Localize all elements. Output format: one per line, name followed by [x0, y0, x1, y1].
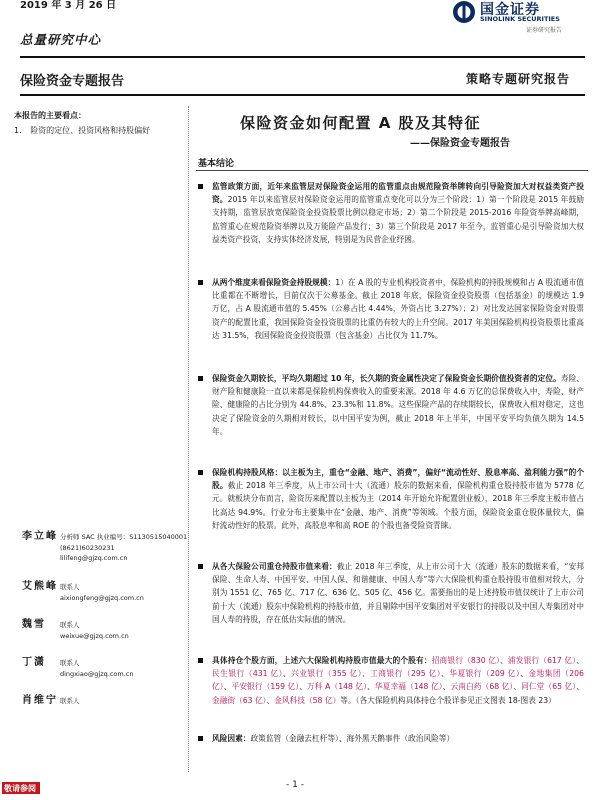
bullet-lead: 从各大保险公司重仓持股市值来看：	[212, 562, 337, 571]
stock-holding: 金融街（63 亿）	[212, 695, 267, 705]
page-number: - 1 -	[286, 780, 304, 790]
footer-badge-label: 敬请参阅	[4, 784, 36, 793]
analyst-name: 肖维宁	[22, 695, 58, 706]
stock-holding: 招商银行（830 亿）	[431, 656, 501, 665]
stock-holding: 云南白药（68 亿）	[450, 682, 514, 692]
conclusion-bullet	[198, 466, 584, 532]
analyst-name: 艾熊峰	[22, 581, 58, 592]
analyst-phone: (8621)60230231	[60, 544, 115, 552]
bullet-lead: 监管政策方面，近年来监管层对保险资金运用的监管重点由规范险资举牌转向引导险资加大对权益类资产投资。	[212, 182, 584, 205]
sinolink-logo-icon	[452, 0, 476, 24]
stock-holding: 兴业银行（355 亿）	[291, 669, 363, 679]
logo-name-en: SINOLINK SECURITIES	[480, 15, 560, 23]
report-type: 保险资金专题报告	[20, 74, 125, 89]
department-name: 总量研究中心	[20, 32, 102, 47]
analyst-card	[22, 620, 192, 650]
bullet-lead: 从两个维度来看保险资金持股规模：	[212, 278, 336, 287]
stock-holding: 民生银行（431 亿）	[212, 669, 283, 679]
article-subtitle: ——保险资金专题报告	[410, 138, 510, 149]
bullet-square-icon	[198, 658, 203, 663]
analyst-card	[22, 696, 192, 710]
conclusion-bullet	[198, 372, 584, 438]
header-divider-bottom	[20, 94, 585, 96]
bullet-square-icon	[198, 564, 203, 569]
logo-name-cn: 国金证券	[480, 2, 540, 18]
bullet-body: 截止 2018 年三季度，从上市公司十大（流通）股东的数据来看，“安邦保险、生命人寿、中国平安、中国人保、和谐健康、中国人寿”等六大保险机构重仓股持股市值相对较大，分别为 1551 亿、765 亿、717 亿、636 亿、505 亿、456 亿。需要指出的是上述持股市值仅统计了上市公司前十大（流通）股东中保险机构的持股市值，并且剔除中国平安集团对平安银行的持股以及中国人寿集团对中国人寿的持股，存在低估实际值的情况。	[212, 562, 584, 624]
analyst-role: 联系人	[60, 697, 80, 705]
bullet-square-icon	[198, 470, 203, 475]
sidebar-highlight-item	[14, 124, 186, 137]
bullet-body: 寿险、财产险和健康险一直以来都是保险机构保费收入的重要来源。2018 年 4.6 万亿的总保费收入中，寿险、财产险、健康险的占比分别为 44.8%、23.3%和 11.8%。这些保险产品的存续期较长，保费收入相对稳定，这也决定了保险资金的久期相对较长，以中国平安为例，截止 2018 年上半年，中国平安平均负债久期为 14.5 年。	[212, 374, 584, 436]
stock-holding: 金风科技（58 亿）	[274, 695, 341, 705]
bullet-lead: 具体持仓个股方面，上述六大保险机构持股市值最大的个股有：	[212, 656, 432, 665]
analyst-name: 丁潇	[22, 657, 46, 668]
article-title: 保险资金如何配置 A 股及其特征	[240, 114, 482, 132]
logo-tagline: 证券研究报告	[526, 27, 563, 34]
report-date: 2019 年 3 月 26 日	[20, 0, 117, 11]
analyst-card	[22, 582, 192, 612]
stock-holding: 金地集团（206 亿）	[212, 669, 584, 692]
conclusion-bullet	[198, 276, 584, 342]
conclusion-bullet	[198, 180, 584, 246]
analyst-name: 魏雪	[22, 619, 46, 630]
company-logo	[452, 0, 592, 40]
sidebar-item-number: 1.	[14, 126, 22, 135]
conclusion-bullet: 具体持仓个股方面，上述六大保险机构持股市值最大的个股有：招商银行（830 亿）、浦发银行（617 亿）、民生银行（431 亿）、兴业银行（355 亿）、工商银行（295 亿）、华夏银行（209 亿）、金地集团（206 亿）、平安银行（159 亿）、万科 A（148 亿）、华夏幸福（148 亿）、云南白药（68 亿）、同仁堂（65 亿）、金融街（63 亿）、金风科技（58 亿）等。（各大保险机构具体持仓个股详参见正文图表 18-图表 23）	[198, 654, 584, 707]
conclusion-bullet	[198, 560, 584, 626]
sidebar-heading: 本报告的主要看点：	[14, 111, 86, 120]
analyst-email[interactable]: weixue@gjzq.com.cn	[60, 632, 129, 640]
analyst-role: 分析师 SAC 执业编号：S1130515040001	[60, 533, 188, 541]
bullet-tail: 等。（各大保险机构具体持仓个股详参见正文图表 18-图表 23）	[340, 695, 556, 705]
stock-holding: 平安银行（159 亿）	[231, 682, 300, 692]
bullet-lead: 保险资金久期较长，平均久期超过 10 年，长久期的资金属性决定了保险资金长期价值投资者的定位。	[212, 374, 561, 383]
analyst-role: 联系人	[60, 659, 80, 667]
bullet-body: 截止 2018 年三季度，从上市公司十大（流通）股东的数据来看，保险机构重仓股持股市值为 5778 亿元。就板块分布而言，险资历来配置以主板为主（2014 年开始允许配置创业板），2018 年三季度主板市值占比高达 94.9%。行业分布主要集中在“金融、地产、消费”等领域。个股方面，保险资金重仓股体量较大，偏好流动性好的股票。此外，高股息率和高 ROE 的个股也备受险资青睐。	[212, 481, 584, 530]
bullet-body: 2015 年以来监管层对保险资金运用的监管重点变化可以分为三个阶段：1）第一个阶段是 2015 年鼓励支持期，监管层放宽保险资金投资股票比例以稳定市场；2）第二个阶段是 2015-2016 年险资举牌高峰期，监管重心在规范险资举牌以及万能险产品发行；3）第三个阶段是 2017 年至今，监管重心是引导险资加大权益类资产投资，支持实体经济发展，特别是为民营企业纾困。	[212, 195, 584, 244]
bullet-square-icon	[198, 376, 203, 381]
conclusion-bullet	[198, 732, 584, 745]
section-heading: 基本结论	[198, 159, 235, 169]
bullet-lead: 风险因素：	[212, 734, 251, 743]
analyst-email[interactable]: dingxiao@gjzq.com.cn	[60, 670, 134, 678]
stock-holding: 同仁堂（65 亿）	[521, 682, 577, 692]
header-divider-top	[20, 56, 585, 58]
analyst-card	[22, 532, 192, 572]
bullet-square-icon	[198, 184, 203, 189]
section-divider	[196, 170, 588, 171]
stock-holding: 浦发银行（617 亿）	[507, 656, 577, 665]
bullet-lead: 保险机构持股风格：以主板为主，重仓“金融、地产、消费”，偏好“流动性好、股息率高、盈利能力强”的个股。	[212, 468, 584, 491]
stock-holding: 华夏幸福（148 亿）	[374, 682, 443, 692]
analyst-email[interactable]: lilifeng@gjzq.com.cn	[60, 554, 128, 562]
bullet-body: 政策监管（金融去杠杆等）、海外黑天鹅事件（政治风险等）	[250, 734, 455, 743]
bullet-body: 1）在 A 股的专业机构投资者中，保险机构的持股规模和占 A 股流通市值比重都在不断增长，目前仅次于公募基金。截止 2018 年底，保险资金投资股票（包括基金）的规模达 1.9 万亿，占 A 股流通市值的 5.45%（公募占比 4.44%，外资占比 3.27%）；2）对比发达国家保险资金对股票资产的配置比重，我国保险资金投资股票的比重仍有较大的上升空间。2017 年美国保险机构投资股票比重高达 31.5%，我国保险资金投资股票（包含基金）占比仅为 11.7%。	[212, 278, 584, 340]
sidebar-item-text: 险资的定位、投资风格和持股偏好	[30, 126, 151, 135]
stock-holding: 工商银行（295 亿）	[370, 669, 442, 679]
report-series: 策略专题研究报告	[465, 72, 570, 86]
analyst-role: 联系人	[60, 621, 80, 629]
stock-holding: 万科 A（148 亿）	[307, 682, 368, 692]
analyst-card	[22, 658, 192, 688]
analyst-name: 李立峰	[22, 531, 58, 542]
bullet-square-icon	[198, 736, 203, 741]
bullet-square-icon	[198, 280, 203, 285]
analyst-role: 联系人	[60, 583, 80, 591]
analyst-email[interactable]: aixiongfeng@gjzq.com.cn	[60, 594, 144, 602]
stock-holding: 华夏银行（209 亿）	[449, 669, 521, 679]
